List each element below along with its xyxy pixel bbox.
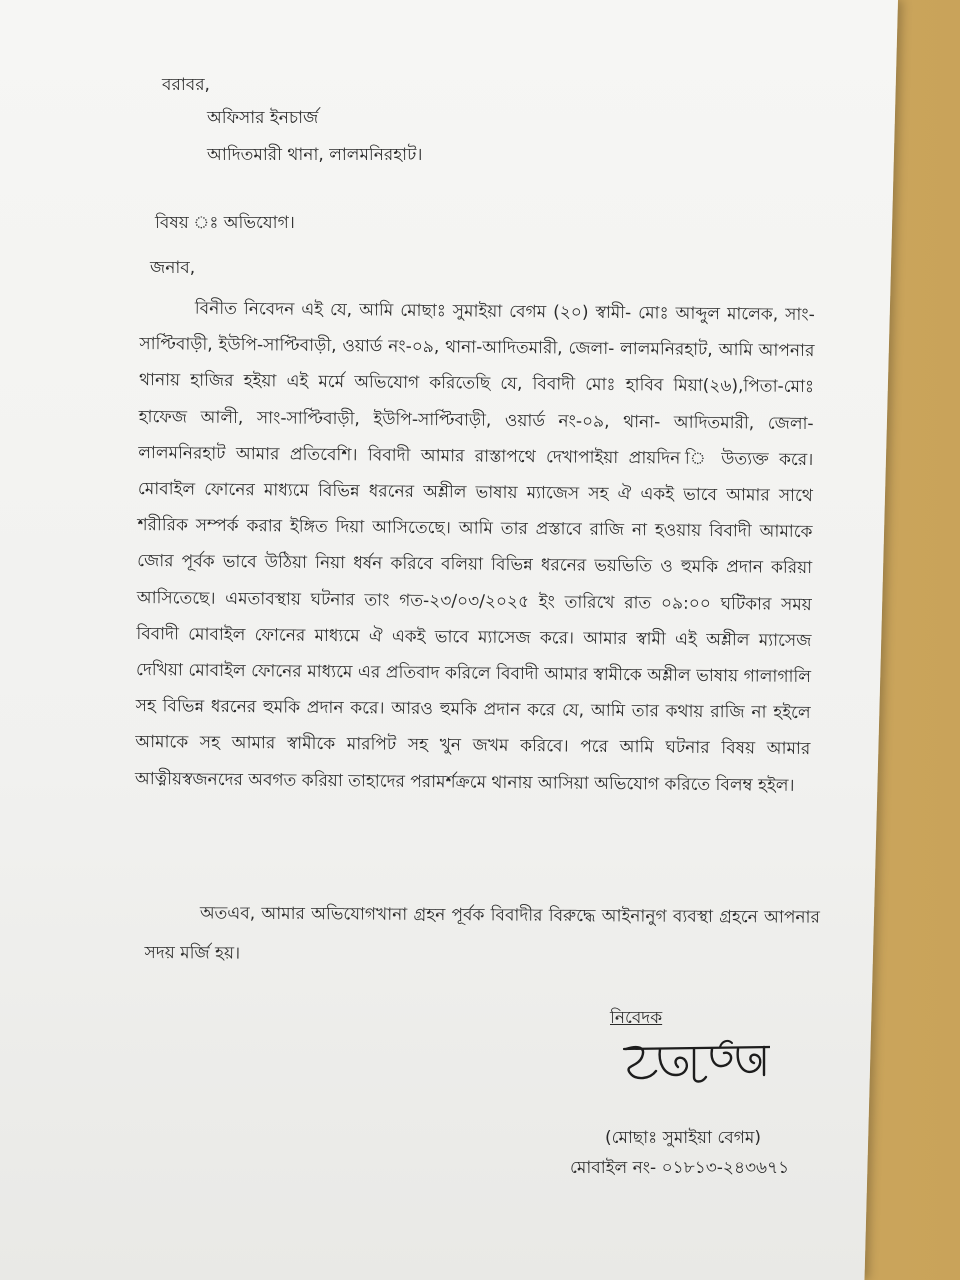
letter-closing-text: অতএব, আমার অভিযোগখানা গ্রহন পূর্বক বিবাদীর বিরুদ্ধে আইনানুগ ব্যবস্থা গ্রহনে আপনার সদয় মর্জি হয়। (144, 903, 820, 964)
sender-name: (মোছাঃ সুমাইয়া বেগম) (605, 1128, 761, 1148)
recipient-title: অফিসার ইনচার্জ (207, 108, 319, 128)
salutation: জনাব, (150, 258, 196, 278)
paragraph-indent (140, 313, 195, 314)
subject-line: বিষয় ঃ অভিযোগ। (155, 213, 295, 233)
letter-closing (144, 893, 820, 978)
letter-body (135, 290, 815, 804)
sender-label: নিবেদক (610, 1008, 663, 1028)
recipient-station: আদিতমারী থানা, লালমনিরহাট। (207, 145, 423, 165)
sender-mobile: মোবাইল নং- ০১৮১৩-২৪৩৬৭১ (570, 1158, 790, 1178)
handwritten-signature (620, 1035, 770, 1095)
to-label: বরাবর, (162, 75, 210, 95)
letter-body-text: বিনীত নিবেদন এই যে, আমি মোছাঃ সুমাইয়া বেগম (২০) স্বামী- মোঃ আব্দুল মালেক, সাং- সাপ্টিবাড়ী, ইউপি-সাপ্টিবাড়ী, ওয়ার্ড নং-০৯, থানা-আদিতমারী, জেলা- লালমনিরহাট, আমি আপনার থানায় হাজির হইয়া এই মর্মে অভিযোগ করিতেছি যে, বিবাদী মোঃ হাবিব মিয়া(২৬),পিতা-মোঃ হাফেজ আলী, সাং-সাপ্টিবাড়ী, ইউপি-সাপ্টিবাড়ী, ওয়ার্ড নং-০৯, থানা- আদিতমারী, জেলা- লালমনিরহাট আমার প্রতিবেশি। বিবাদী আমার রাস্তাপথে দেখাপাইয়া প্রায়দিন ি উত্যক্ত করে। মোবাইল ফোনের মাধ্যমে বিভিন্ন ধরনের অশ্লীল ভাষায় ম্যাজেস সহ ঐ একই ভাবে আমার সাথে শরীরিক সম্পর্ক করার ইঙ্গিত দিয়া আসিতেছে। আমি তার প্রস্তাবে রাজি না হওয়ায় বিবাদী আমাকে জোর পূর্বক ভাবে উঠিয়া নিয়া ধর্ষন করিবে বলিয়া বিভিন্ন ধরনের ভয়ভিতি ও হুমকি প্রদান করিয়া আসিতেছে। এমতাবস্থায় ঘটনার তাং গত-২৩/০৩/২০২৫ ইং তারিখে রাত ০৯:০০ ঘটিকার সময় বিবাদী মোবাইল ফোনের মাধ্যমে ঐ একই ভাবে ম্যাসেজ করে। আমার স্বামী এই অশ্লীল ম্যাসেজ দেখিয়া মোবাইল ফোনের মাধ্যমে এর প্রতিবাদ করিলে বিবাদী আমার স্বামীকে অশ্লীল ভাষায় গালাগালি সহ বিভিন্ন ধরনের হুমকি প্রদান করে। আরও হুমকি প্রদান করে যে, আমি তার কথায় রাজি না হইলে আমাকে সহ আমার স্বামীকে মারপিট সহ খুন জখম করিবে। পরে আমি ঘটনার বিষয় আমার আত্নীয়স্বজনদের অবগত করিয়া তাহাদের পরামর্শক্রমে থানায় আসিয়া অভিযোগ করিতে বিলম্ব হইল। (134, 298, 815, 796)
